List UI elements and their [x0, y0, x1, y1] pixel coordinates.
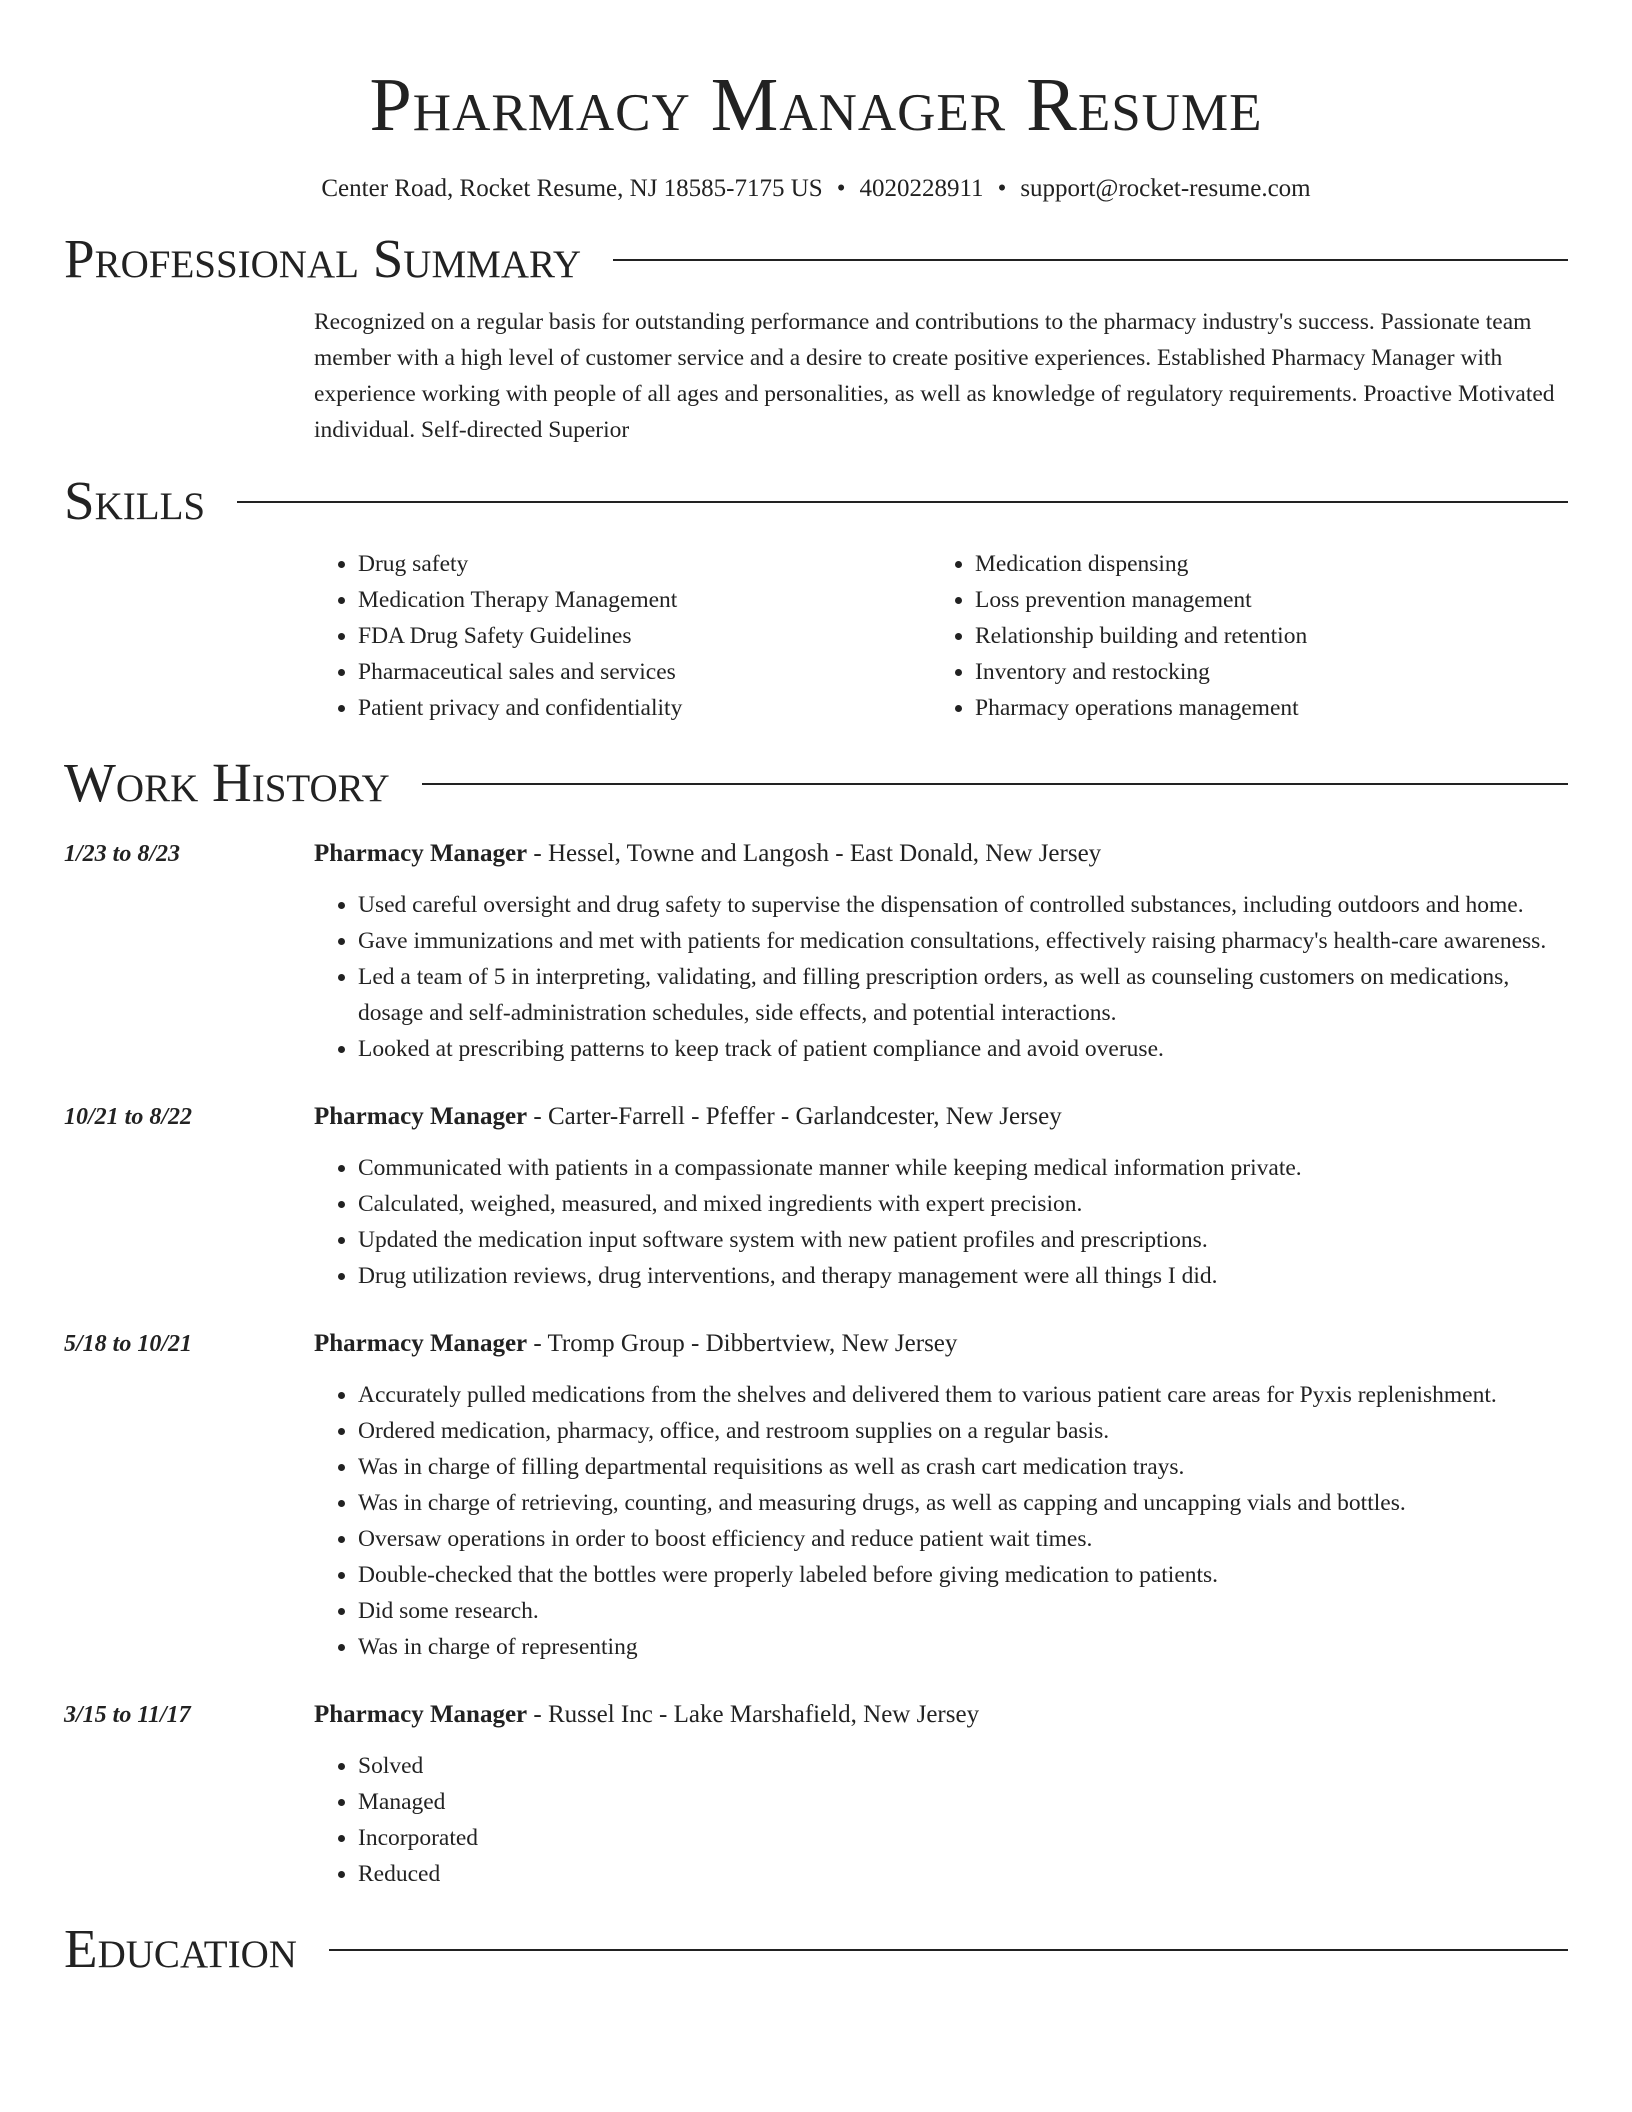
- job-dates: 5/18 to 10/21: [64, 1331, 193, 1357]
- skill-item: • Drug safety: [358, 546, 931, 582]
- job-details: - Tromp Group - Dibbertview, New Jersey: [527, 1330, 958, 1357]
- job-bullets: [314, 1150, 1568, 1294]
- job-bullets: [314, 1748, 1568, 1892]
- job-bullet: • Ordered medication, pharmacy, office, and restroom supplies on a regular basis.: [358, 1413, 1568, 1449]
- skill-item: • FDA Drug Safety Guidelines: [358, 618, 931, 654]
- job-role: Pharmacy Manager: [314, 1701, 528, 1728]
- job-title-line: [314, 836, 1568, 872]
- job-role: Pharmacy Manager: [314, 1330, 528, 1357]
- job-bullet: • Was in charge of representing: [358, 1629, 1568, 1665]
- job-bullet: • Calculated, weighed, measured, and mixed ingredients with expert precision.: [358, 1186, 1568, 1222]
- job-dates: 1/23 to 8/23: [64, 841, 181, 867]
- summary-section-header: [64, 226, 1568, 292]
- job-bullet: • Drug utilization reviews, drug interventions, and therapy management were all things I did.: [358, 1258, 1568, 1294]
- work-section-header: [64, 750, 1568, 816]
- skill-item: • Patient privacy and confidentiality: [358, 690, 931, 726]
- job-title-line: [314, 1099, 1568, 1135]
- job-bullet: • Reduced: [358, 1856, 1568, 1892]
- contact-separator: •: [836, 175, 846, 202]
- job-bullet: • Managed: [358, 1784, 1568, 1820]
- job-title-line: [314, 1326, 1568, 1362]
- job-body: [314, 1099, 1568, 1294]
- job-bullet: • Double-checked that the bottles were properly labeled before giving medication to patients.: [358, 1557, 1568, 1593]
- summary-text: Recognized on a regular basis for outstanding performance and contributions to the pharmacy industry's success. Passionate team member with a high level of customer service and a desire to create positive experiences. Established Pharmacy Manager with experience working with people of all ages and personalities, as well as knowledge of regulatory requirements. Proactive Motivated individual. Self-directed Superior: [314, 309, 1555, 443]
- resume-page: [64, 0, 1568, 1982]
- job-bullet: • Oversaw operations in order to boost efficiency and reduce patient wait times.: [358, 1521, 1568, 1557]
- skills-section-header: [64, 468, 1568, 534]
- job-bullet: • Gave immunizations and met with patients for medication consultations, effectively raising pharmacy's health-care awareness.: [358, 923, 1568, 959]
- skill-item: • Loss prevention management: [975, 582, 1548, 618]
- job-title-line: [314, 1697, 1568, 1733]
- job-bullet: • Updated the medication input software system with new patient profiles and prescriptions.: [358, 1222, 1568, 1258]
- contact-address: Center Road, Rocket Resume, NJ 18585-7175 US: [321, 175, 823, 202]
- education-heading: Education: [64, 1918, 297, 1979]
- job-entry: [64, 1326, 1568, 1665]
- contact-line: [64, 172, 1568, 206]
- skill-item: • Relationship building and retention: [975, 618, 1548, 654]
- job-bullets: [314, 887, 1568, 1067]
- skill-item: • Medication dispensing: [975, 546, 1548, 582]
- section-divider: [237, 501, 1568, 503]
- job-body: [314, 1697, 1568, 1892]
- skill-item: • Pharmacy operations management: [975, 690, 1548, 726]
- skill-item: • Inventory and restocking: [975, 654, 1548, 690]
- skills-column-left: [314, 546, 931, 726]
- job-dates: 10/21 to 8/22: [64, 1104, 193, 1130]
- job-details: - Hessel, Towne and Langosh - East Donald, New Jersey: [527, 840, 1102, 867]
- education-section-header: [64, 1916, 1568, 1982]
- section-divider: [613, 259, 1568, 261]
- skills-column-right: [931, 546, 1548, 726]
- job-details: - Carter-Farrell - Pfeffer - Garlandcester, New Jersey: [527, 1103, 1062, 1130]
- skills-grid: [314, 546, 1568, 726]
- contact-phone: 4020228911: [859, 175, 984, 202]
- job-role: Pharmacy Manager: [314, 840, 528, 867]
- job-role: Pharmacy Manager: [314, 1103, 528, 1130]
- job-bullets: [314, 1377, 1568, 1665]
- skill-item: • Medication Therapy Management: [358, 582, 931, 618]
- job-bullet: • Looked at prescribing patterns to keep track of patient compliance and avoid overuse.: [358, 1031, 1568, 1067]
- job-bullet: • Accurately pulled medications from the shelves and delivered them to various patient care areas for Pyxis replenishment.: [358, 1377, 1568, 1413]
- job-bullet: • Incorporated: [358, 1820, 1568, 1856]
- job-entry: [64, 836, 1568, 1067]
- job-entry: [64, 1099, 1568, 1294]
- resume-title: Pharmacy Manager Resume: [369, 63, 1263, 147]
- job-bullet: • Was in charge of retrieving, counting, and measuring drugs, as well as capping and uncapping vials and bottles.: [358, 1485, 1568, 1521]
- job-bullet: • Solved: [358, 1748, 1568, 1784]
- job-bullet: • Communicated with patients in a compassionate manner while keeping medical information private.: [358, 1150, 1568, 1186]
- job-bullet: • Led a team of 5 in interpreting, validating, and filling prescription orders, as well as counseling customers on medications, dosage and self-administration schedules, side effects, and potential interactions.: [358, 959, 1568, 1031]
- section-divider: [329, 1949, 1568, 1951]
- contact-email: support@rocket-resume.com: [1020, 175, 1311, 202]
- contact-separator: •: [997, 175, 1007, 202]
- job-bullet: • Was in charge of filling departmental requisitions as well as crash cart medication trays.: [358, 1449, 1568, 1485]
- work-heading: Work History: [64, 752, 390, 813]
- job-details: - Russel Inc - Lake Marshafield, New Jersey: [527, 1701, 980, 1728]
- skills-heading: Skills: [64, 470, 206, 531]
- job-body: [314, 836, 1568, 1067]
- job-entry: [64, 1697, 1568, 1892]
- skill-item: • Pharmaceutical sales and services: [358, 654, 931, 690]
- job-bullet: • Did some research.: [358, 1593, 1568, 1629]
- job-body: [314, 1326, 1568, 1665]
- summary-heading: Professional Summary: [64, 228, 582, 289]
- section-divider: [422, 783, 1568, 785]
- job-bullet: • Used careful oversight and drug safety to supervise the dispensation of controlled substances, including outdoors and home.: [358, 887, 1568, 923]
- job-dates: 3/15 to 11/17: [64, 1702, 191, 1728]
